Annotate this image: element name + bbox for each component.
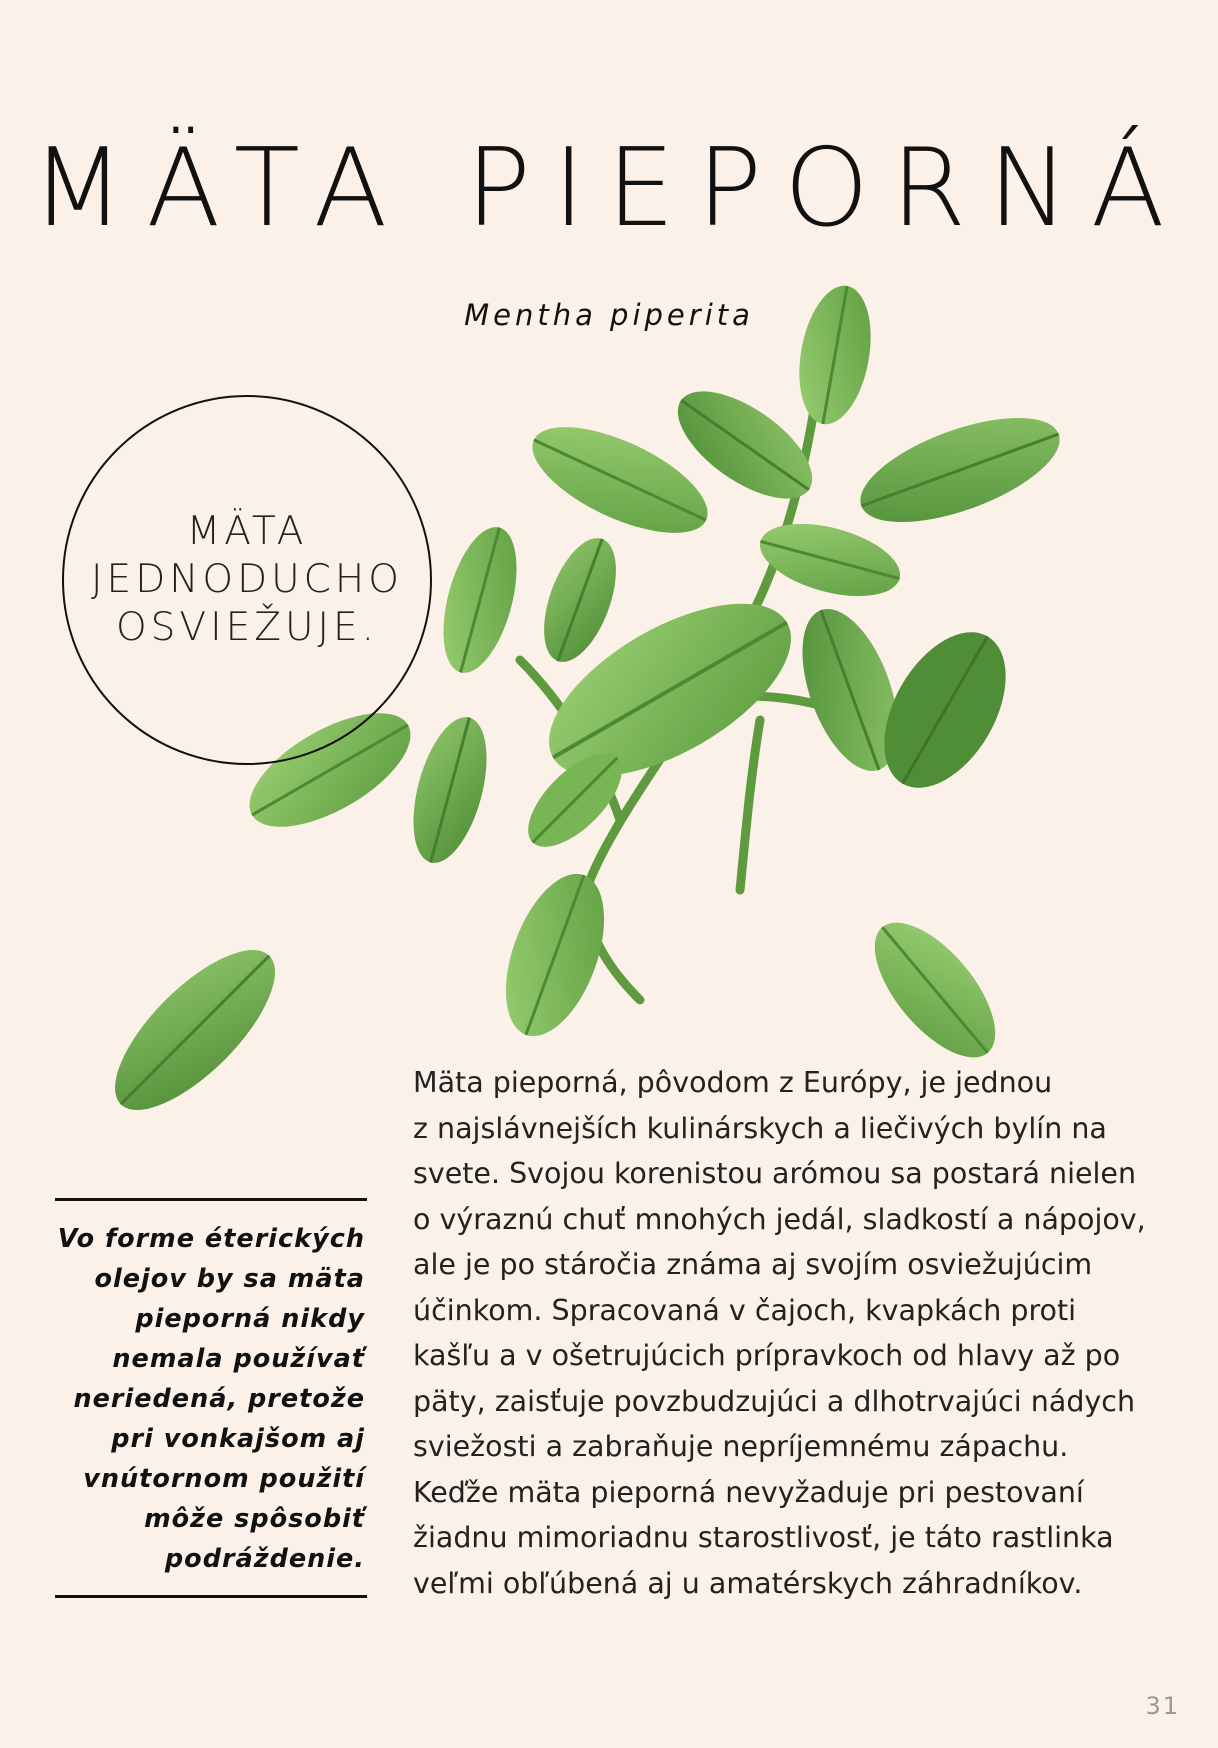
body-paragraph [413,1060,1173,1606]
leaf [848,397,1073,544]
page-title: MÄTA PIEPORNÁ [31,126,1187,251]
circle-line: MÄTA [186,509,308,554]
body-line: ale je po stáročia známa aj svojím osviežujúcim [413,1248,1093,1281]
leaf [530,529,631,672]
sidenote-line: pieporná nikdy [135,1304,365,1334]
body-line: z najslávnejších kulinárskych a liečivých bylín na [413,1111,1107,1145]
leaf [752,510,908,609]
sidenote-line: neriedená, pretože [73,1384,365,1414]
leaf [91,926,299,1134]
sidenote-line: podráždenie. [164,1544,365,1574]
sidenote-line: nemala používať [112,1344,365,1374]
body-line: účinkom. Spracovaná v čajoch, kvapkách proti [413,1293,1077,1327]
body-line: žiadnu mimoriadnu starostlivosť, je táto rastlinka [413,1521,1114,1554]
sidenote-line: pri vonkajšom aj [111,1424,365,1454]
sidenote-line: Vo forme éterických [57,1224,365,1254]
circle-line: JEDNODUCHO [91,557,403,602]
body-line: Keďže mäta pieporná nevyžaduje pri pestovaní [413,1475,1084,1509]
body-line: veľmi obľúbená aj u amatérskych záhradníkov. [413,1566,1083,1600]
sidenote-line: vnútornom použití [83,1464,365,1494]
body-line: Mäta pieporná, pôvodom z Európy, je jednou [413,1066,1053,1099]
leaf [430,519,531,680]
body-line: kašľu a v ošetrujúcich prípravkoch od hlavy až po [413,1339,1121,1372]
warning-sidenote [55,1198,367,1598]
body-line: sviežosti a zabraňuje nepríjemnému zápachu. [413,1430,1069,1463]
body-line: o výraznú chuť mnohých jedál, sladkostí a nápojov, [413,1202,1146,1236]
latin-name: Mentha piperita [464,298,754,332]
leaf [853,903,1017,1077]
body-line: päty, zaisťuje povzbudzujúci a dlhotrvajúci nádych [413,1384,1136,1418]
leaf [400,709,501,870]
page-number: 31 [1145,1692,1180,1720]
leaf [789,280,880,430]
sidenote-line: môže spôsobiť [144,1504,365,1534]
circle-line: OSVIEŽUJE. [115,605,379,650]
circle-callout [62,508,432,652]
body-line: svete. Svojou korenistou arómou sa postará nielen [413,1157,1137,1190]
sidenote-line: olejov by sa mäta [94,1264,365,1294]
